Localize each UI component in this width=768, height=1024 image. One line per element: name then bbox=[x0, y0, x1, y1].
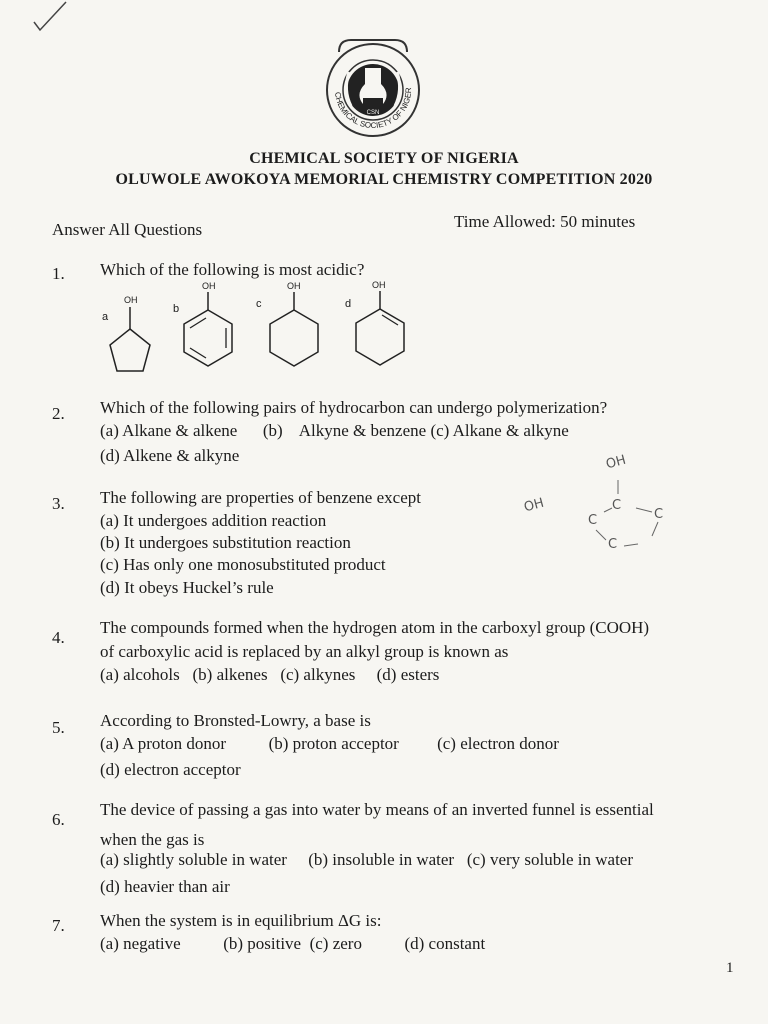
question-7-number: 7. bbox=[52, 916, 65, 935]
sketch-carbon-1: C bbox=[612, 498, 622, 513]
question-5-options-2: (d) electron acceptor bbox=[100, 760, 241, 779]
phenol-structure bbox=[180, 290, 236, 370]
structure-a-oh: OH bbox=[124, 295, 138, 305]
question-3-number: 3. bbox=[52, 494, 65, 513]
question-6-stem-2: when the gas is bbox=[100, 830, 205, 849]
page-title: CHEMICAL SOCIETY OF NIGERIA bbox=[249, 150, 519, 167]
sketch-carbon-2: C bbox=[588, 513, 598, 528]
structure-c-oh: OH bbox=[287, 281, 301, 291]
question-6-options-1: (a) slightly soluble in water (b) insoluble in water (c) very soluble in water bbox=[100, 850, 633, 869]
cyclohexenol-structure bbox=[352, 289, 408, 369]
question-4-stem-2: of carboxylic acid is replaced by an alkyl group is known as bbox=[100, 642, 509, 661]
question-3-stem: The following are properties of benzene except bbox=[100, 488, 421, 507]
time-allowed: Time Allowed: 50 minutes bbox=[454, 212, 636, 231]
question-2-number: 2. bbox=[52, 404, 65, 423]
sketch-carbon-3: C bbox=[608, 537, 618, 552]
question-2-stem: Which of the following pairs of hydrocarbon can undergo polymerization? bbox=[100, 398, 608, 417]
question-2-options-2: (d) Alkene & alkyne bbox=[100, 446, 240, 465]
structure-b-oh: OH bbox=[202, 281, 216, 291]
handwritten-oh-top: OH bbox=[604, 452, 628, 473]
question-5-number: 5. bbox=[52, 718, 65, 737]
structure-d-letter: d bbox=[345, 298, 352, 310]
question-3-option-a: (a) It undergoes addition reaction bbox=[100, 511, 327, 530]
question-6-number: 6. bbox=[52, 810, 65, 829]
structure-a-letter: a bbox=[102, 311, 109, 323]
instruction-left: Answer All Questions bbox=[52, 220, 203, 239]
page-number: 1 bbox=[726, 960, 734, 976]
question-6-stem-1: The device of passing a gas into water by means of an inverted funnel is essential bbox=[100, 800, 654, 819]
logo-ring-text: CHEMICAL SOCIETY OF NIGER bbox=[332, 87, 414, 131]
question-6-options-2: (d) heavier than air bbox=[100, 877, 230, 896]
question-7-options: (a) negative (b) positive (c) zero (d) constant bbox=[100, 934, 486, 953]
question-4-options: (a) alcohols (b) alkenes (c) alkynes (d) esters bbox=[100, 665, 440, 684]
question-3-option-b: (b) It undergoes substitution reaction bbox=[100, 533, 351, 552]
csn-logo bbox=[319, 32, 427, 142]
question-5-options-1: (a) A proton donor (b) proton acceptor (c) electron donor bbox=[100, 734, 559, 753]
question-2-options-1: (a) Alkane & alkene (b) Alkyne & benzene (c) Alkane & alkyne bbox=[100, 421, 569, 440]
question-3-option-c: (c) Has only one monosubstituted product bbox=[100, 555, 386, 574]
cyclohexanol-structure bbox=[266, 290, 322, 370]
question-7-stem: When the system is in equilibrium ΔG is: bbox=[100, 911, 382, 930]
question-4-stem-1: The compounds formed when the hydrogen atom in the carboxyl group (COOH) bbox=[100, 618, 650, 637]
page-subtitle: OLUWOLE AWOKOYA MEMORIAL CHEMISTRY COMPETITION 2020 bbox=[115, 171, 653, 188]
question-4-number: 4. bbox=[52, 628, 65, 647]
question-1-number: 1. bbox=[52, 264, 65, 283]
handwritten-oh-left: OH bbox=[522, 495, 546, 516]
structure-d-oh: OH bbox=[372, 280, 386, 290]
check-mark-icon bbox=[28, 0, 68, 34]
logo-center-text: CSN bbox=[366, 110, 380, 116]
structure-b-letter: b bbox=[173, 303, 180, 315]
question-1-text: Which of the following is most acidic? bbox=[100, 260, 365, 279]
sketch-carbon-4: C bbox=[654, 507, 664, 522]
question-3-option-d: (d) It obeys Huckel’s rule bbox=[100, 578, 274, 597]
question-5-stem: According to Bronsted-Lowry, a base is bbox=[100, 711, 371, 730]
structure-c-letter: c bbox=[256, 298, 262, 310]
logo-emblem-icon bbox=[319, 32, 427, 142]
cyclopentanol-structure bbox=[104, 305, 156, 375]
